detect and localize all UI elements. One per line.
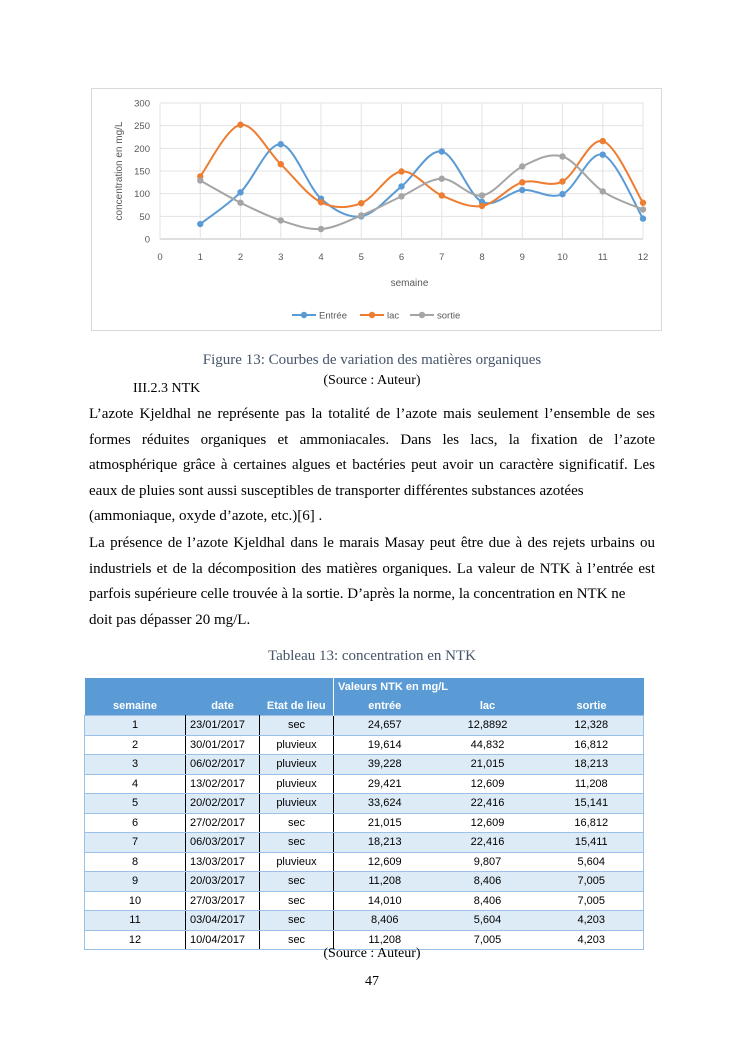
table-cell: sec: [260, 872, 334, 892]
x-tick-label: 7: [439, 252, 445, 263]
data-point-sortie: [479, 192, 485, 198]
data-point-lac: [600, 138, 606, 144]
table-group-header: Valeurs NTK en mg/L: [334, 678, 644, 697]
column-header-semaine: semaine: [85, 697, 186, 716]
data-point-Entrée: [237, 189, 243, 195]
x-tick-label: 8: [479, 252, 485, 263]
x-tick-label: 0: [157, 252, 163, 263]
table-cell: sec: [260, 930, 334, 950]
paragraph-1: [89, 402, 655, 530]
data-point-sortie: [278, 217, 284, 223]
table-cell: 8,406: [436, 891, 540, 911]
table-cell: 5,604: [436, 911, 540, 931]
table-cell: 14,010: [334, 891, 436, 911]
table-cell: 4: [85, 774, 186, 794]
table-cell: sec: [260, 813, 334, 833]
series-line-Entrée: [200, 144, 643, 224]
table-cell: pluvieux: [260, 794, 334, 814]
paragraph-2: [89, 531, 655, 633]
table-row: [85, 813, 644, 833]
page-number: 47: [365, 974, 379, 989]
paragraph-2-body: La présence de l’azote Kjeldhal dans le marais Masay peut être due à des rejets urbains ou industriels et de la décomposition des matières organiques. La valeur de NTK à l’entrée est parfois supérieure celle trouvée à la sortie. D’après la norme, la concentration en NTK ne: [89, 535, 655, 602]
ntk-organic-matter-chart: [92, 89, 663, 332]
data-point-sortie: [559, 153, 565, 159]
table-cell: 39,228: [334, 755, 436, 775]
data-point-Entrée: [398, 183, 404, 189]
data-point-sortie: [237, 200, 243, 206]
column-header-sortie: sortie: [540, 697, 644, 716]
x-axis-label: semaine: [390, 278, 429, 289]
legend-label: Entrée: [319, 310, 347, 322]
y-axis-label: concentration en mg/L: [114, 121, 125, 221]
x-tick-label: 4: [318, 252, 324, 263]
table-cell: 33,624: [334, 794, 436, 814]
data-point-sortie: [398, 193, 404, 199]
data-point-lac: [398, 168, 404, 174]
table-cell: 7: [85, 833, 186, 853]
table-cell: 12,8892: [436, 716, 540, 736]
table-cell: 06/03/2017: [186, 833, 260, 853]
table-cell: 19,614: [334, 735, 436, 755]
table-cell: 3: [85, 755, 186, 775]
chart-container: [91, 88, 662, 331]
table-cell: 4,203: [540, 911, 644, 931]
data-point-lac: [278, 161, 284, 167]
data-point-lac: [237, 122, 243, 128]
data-point-Entrée: [439, 148, 445, 154]
data-point-lac: [559, 178, 565, 184]
table-row: [85, 891, 644, 911]
table-row: [85, 716, 644, 736]
y-tick-label: 200: [134, 143, 150, 155]
table-cell: 9: [85, 872, 186, 892]
data-point-lac: [479, 203, 485, 209]
figure-source: (Source : Auteur): [323, 373, 421, 388]
table-cell: 8,406: [436, 872, 540, 892]
y-tick-label: 50: [139, 211, 150, 223]
column-header-entree: entrée: [334, 697, 436, 716]
y-tick-label: 150: [134, 166, 150, 178]
table-cell: 5: [85, 794, 186, 814]
table-row: [85, 833, 644, 853]
table-cell: 13/03/2017: [186, 852, 260, 872]
data-point-Entrée: [278, 141, 284, 147]
table-cell: 23/01/2017: [186, 716, 260, 736]
table-source: (Source : Auteur): [323, 946, 421, 961]
column-header-lac: lac: [436, 697, 540, 716]
table-cell: 10/04/2017: [186, 930, 260, 950]
data-point-Entrée: [519, 187, 525, 193]
table-row: [85, 774, 644, 794]
table-caption: Tableau 13: concentration en NTK: [267, 648, 477, 664]
data-point-lac: [439, 192, 445, 198]
table-cell: 1: [85, 716, 186, 736]
table-cell: pluvieux: [260, 774, 334, 794]
data-point-sortie: [358, 212, 364, 218]
table-cell: 4,203: [540, 930, 644, 950]
table-cell: 11,208: [334, 872, 436, 892]
table-cell: 13/02/2017: [186, 774, 260, 794]
table-cell: 29,421: [334, 774, 436, 794]
table-cell: 24,657: [334, 716, 436, 736]
table-cell: 7,005: [540, 891, 644, 911]
x-tick-label: 11: [597, 252, 608, 263]
table-cell: pluvieux: [260, 735, 334, 755]
legend-label: lac: [387, 310, 400, 322]
table-row: [85, 872, 644, 892]
y-tick-label: 250: [134, 121, 150, 133]
table-cell: 20/02/2017: [186, 794, 260, 814]
data-point-lac: [318, 199, 324, 205]
data-point-Entrée: [197, 221, 203, 227]
table-cell: 16,812: [540, 813, 644, 833]
column-header-etat: Etat de lieu: [260, 697, 334, 716]
table-cell: 30/01/2017: [186, 735, 260, 755]
table-cell: 9,807: [436, 852, 540, 872]
table-cell: 18,213: [334, 833, 436, 853]
x-tick-label: 3: [278, 252, 284, 263]
table-cell: 12,609: [436, 774, 540, 794]
x-tick-label: 1: [197, 252, 203, 263]
paragraph-2-last-line: doit pas dépasser 20 mg/L.: [89, 611, 251, 628]
table-cell: 12: [85, 930, 186, 950]
section-heading: III.2.3 NTK: [133, 381, 201, 396]
table-cell: 12,609: [334, 852, 436, 872]
x-tick-label: 2: [237, 252, 244, 263]
x-tick-label: 12: [637, 252, 649, 263]
data-point-Entrée: [640, 215, 646, 221]
table-cell: 27/03/2017: [186, 891, 260, 911]
data-point-sortie: [318, 226, 324, 232]
data-point-sortie: [640, 206, 646, 212]
x-tick-label: 5: [358, 252, 364, 263]
table-cell: 12,328: [540, 716, 644, 736]
table-cell: sec: [260, 833, 334, 853]
x-tick-label: 10: [557, 252, 568, 263]
legend-marker: [419, 312, 425, 318]
table-cell: 03/04/2017: [186, 911, 260, 931]
table-cell: 6: [85, 813, 186, 833]
table-cell: 8,406: [334, 911, 436, 931]
data-point-lac: [358, 200, 364, 206]
y-tick-label: 100: [134, 189, 150, 201]
data-point-sortie: [439, 176, 445, 182]
table-cell: sec: [260, 716, 334, 736]
table-row: [85, 852, 644, 872]
table-cell: 22,416: [436, 794, 540, 814]
legend-marker: [301, 312, 307, 318]
table-cell: 11,208: [540, 774, 644, 794]
table-cell: 11,208: [334, 930, 436, 950]
table-cell: 12,609: [436, 813, 540, 833]
table-cell: 2: [85, 735, 186, 755]
y-tick-label: 0: [144, 234, 150, 246]
table-cell: 18,213: [540, 755, 644, 775]
table-cell: 27/02/2017: [186, 813, 260, 833]
table-cell: 44,832: [436, 735, 540, 755]
data-point-lac: [640, 200, 646, 206]
table-cell: 15,141: [540, 794, 644, 814]
table-cell: 5,604: [540, 852, 644, 872]
table-header-blank: [85, 678, 334, 697]
table-cell: pluvieux: [260, 852, 334, 872]
data-point-lac: [519, 179, 525, 185]
ntk-table: [84, 678, 644, 950]
table-row: [85, 911, 644, 931]
table-cell: 06/02/2017: [186, 755, 260, 775]
table-cell: 7,005: [436, 930, 540, 950]
data-point-Entrée: [600, 151, 606, 157]
x-tick-label: 9: [519, 252, 525, 263]
table-cell: 15,411: [540, 833, 644, 853]
column-header-date: date: [186, 697, 260, 716]
table-cell: 21,015: [436, 755, 540, 775]
table-row: [85, 735, 644, 755]
table-cell: 10: [85, 891, 186, 911]
figure-caption: Figure 13: Courbes de variation des matières organiques: [202, 352, 542, 368]
paragraph-1-body: L’azote Kjeldhal ne représente pas la totalité de l’azote mais seulement l’ensemble de ses formes réduites organiques et ammoniacales. Dans les lacs, la fixation de l’azote atmosphérique grâce à certaines algues et bactéries peut avoir un caractère significatif. Les eaux de pluies sont aussi susceptibles de transporter différentes substances azotées: [89, 406, 655, 499]
data-point-sortie: [519, 163, 525, 169]
x-tick-label: 6: [398, 252, 405, 263]
table-cell: sec: [260, 911, 334, 931]
table-cell: 7,005: [540, 872, 644, 892]
y-tick-label: 300: [134, 98, 150, 110]
data-point-Entrée: [559, 191, 565, 197]
table-cell: 8: [85, 852, 186, 872]
table-cell: 16,812: [540, 735, 644, 755]
data-point-sortie: [600, 188, 606, 194]
table-cell: 21,015: [334, 813, 436, 833]
table-cell: 20/03/2017: [186, 872, 260, 892]
series-line-sortie: [200, 155, 643, 229]
paragraph-1-last-line: (ammoniaque, oxyde d’azote, etc.)[6] .: [89, 508, 323, 524]
table-cell: 11: [85, 911, 186, 931]
table-cell: sec: [260, 891, 334, 911]
legend-label: sortie: [437, 310, 461, 322]
table-cell: pluvieux: [260, 755, 334, 775]
table-row: [85, 755, 644, 775]
data-point-sortie: [197, 177, 203, 183]
table-row: [85, 794, 644, 814]
legend-marker: [369, 312, 375, 318]
table-cell: 22,416: [436, 833, 540, 853]
